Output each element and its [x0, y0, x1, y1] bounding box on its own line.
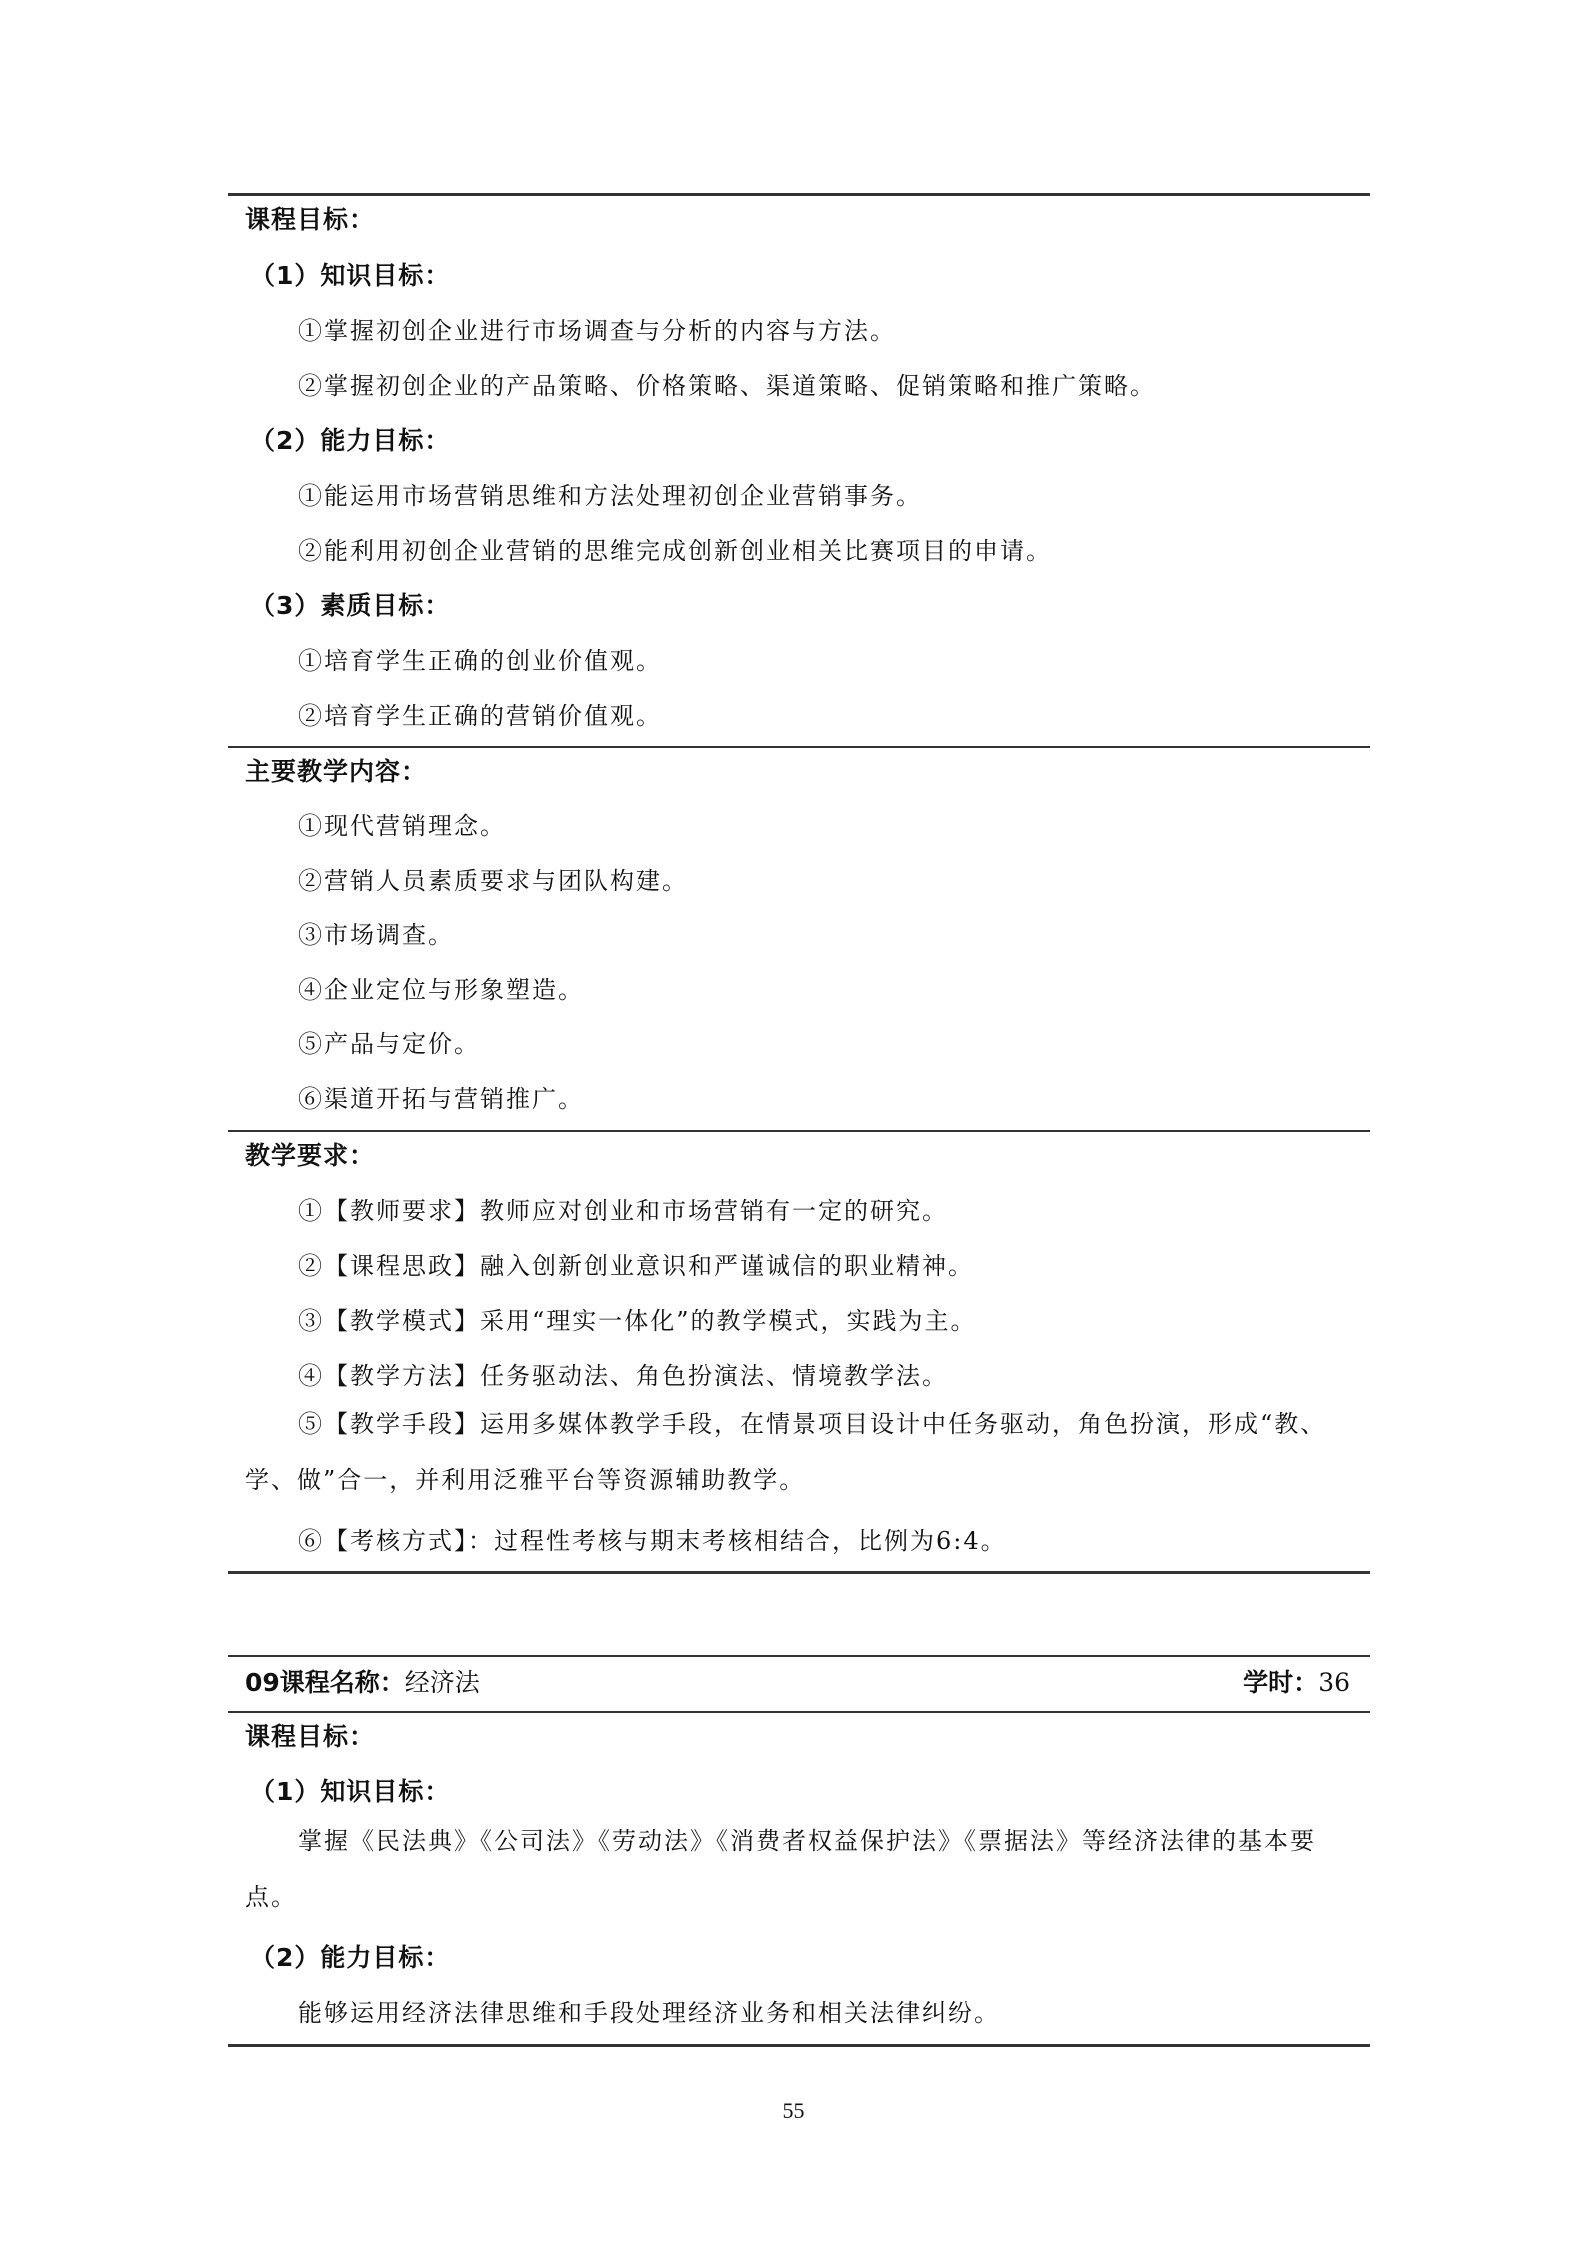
- requirement-item-3: ③【教学模式】采用“理实一体化”的教学模式，实践为主。: [298, 1307, 977, 1335]
- hours-value: 36: [1318, 1668, 1350, 1697]
- course-top-rule: [228, 1655, 1370, 1657]
- goals-heading: 课程目标：: [245, 205, 376, 234]
- ability-item-1: ①能运用市场营销思维和方法处理初创企业营销事务。: [298, 482, 922, 510]
- content-heading: 主要教学内容：: [245, 757, 428, 786]
- requirement-item-2: ②【课程思政】融入创新创业意识和严谨诚信的职业精神。: [298, 1252, 974, 1280]
- content-item-3: ③市场调查。: [298, 921, 454, 949]
- ability-heading-2: （2）能力目标：: [250, 1943, 451, 1972]
- content-item-4: ④企业定位与形象塑造。: [298, 976, 584, 1004]
- content-item-6: ⑥渠道开拓与营销推广。: [298, 1085, 584, 1113]
- requirement-item-5: ⑤【教学手段】运用多媒体教学手段，在情景项目设计中任务驱动，角色扮演，形成“教、学、做”合一，并利用泛雅平台等资源辅助教学。: [245, 1410, 1327, 1494]
- knowledge-item-2: ②掌握初创企业的产品策略、价格策略、渠道策略、促销策略和推广策略。: [298, 372, 1156, 400]
- requirement-item-4: ④【教学方法】任务驱动法、角色扮演法、情境教学法。: [298, 1362, 948, 1390]
- ability-item-2: ②能利用初创企业营销的思维完成创新创业相关比赛项目的申请。: [298, 537, 1052, 565]
- course-hours: [1243, 1663, 1350, 1699]
- course-bottom-rule: [228, 2044, 1370, 2047]
- content-item-1: ①现代营销理念。: [298, 812, 506, 840]
- goals-heading-2: 课程目标：: [245, 1722, 376, 1751]
- quality-item-1: ①培育学生正确的创业价值观。: [298, 647, 662, 675]
- course-title: [245, 1663, 480, 1699]
- course-label: 09课程名称：: [245, 1668, 405, 1697]
- quality-item-2: ②培育学生正确的营销价值观。: [298, 702, 662, 730]
- knowledge-item-1: ①掌握初创企业进行市场调查与分析的内容与方法。: [298, 317, 896, 345]
- divider: [228, 1711, 1370, 1713]
- requirement-item-6: ⑥【考核方式】：过程性考核与期末考核相结合，比例为6:4。: [298, 1527, 1007, 1555]
- quality-heading: （3）素质目标：: [250, 591, 451, 620]
- content-item-2: ②营销人员素质要求与团队构建。: [298, 867, 688, 895]
- knowledge-text-2: 掌握《民法典》《公司法》《劳动法》《消费者权益保护法》《票据法》等经济法律的基本要点。: [245, 1827, 1316, 1911]
- divider: [228, 1130, 1370, 1132]
- divider: [228, 746, 1370, 748]
- hours-label: 学时：: [1243, 1668, 1319, 1697]
- page-number: 55: [782, 2098, 805, 2123]
- ability-text-2: 能够运用经济法律思维和手段处理经济业务和相关法律纠纷。: [298, 1999, 1000, 2027]
- knowledge-heading: （1）知识目标：: [250, 261, 451, 290]
- requirements-heading: 教学要求：: [245, 1141, 376, 1170]
- knowledge-heading-2: （1）知识目标：: [250, 1777, 451, 1806]
- course-name: 经济法: [404, 1668, 480, 1697]
- requirement-item-1: ①【教师要求】教师应对创业和市场营销有一定的研究。: [298, 1197, 948, 1225]
- ability-heading: （2）能力目标：: [250, 426, 451, 455]
- block-bottom-rule: [228, 1571, 1370, 1574]
- top-rule: [228, 193, 1370, 196]
- content-item-5: ⑤产品与定价。: [298, 1030, 480, 1058]
